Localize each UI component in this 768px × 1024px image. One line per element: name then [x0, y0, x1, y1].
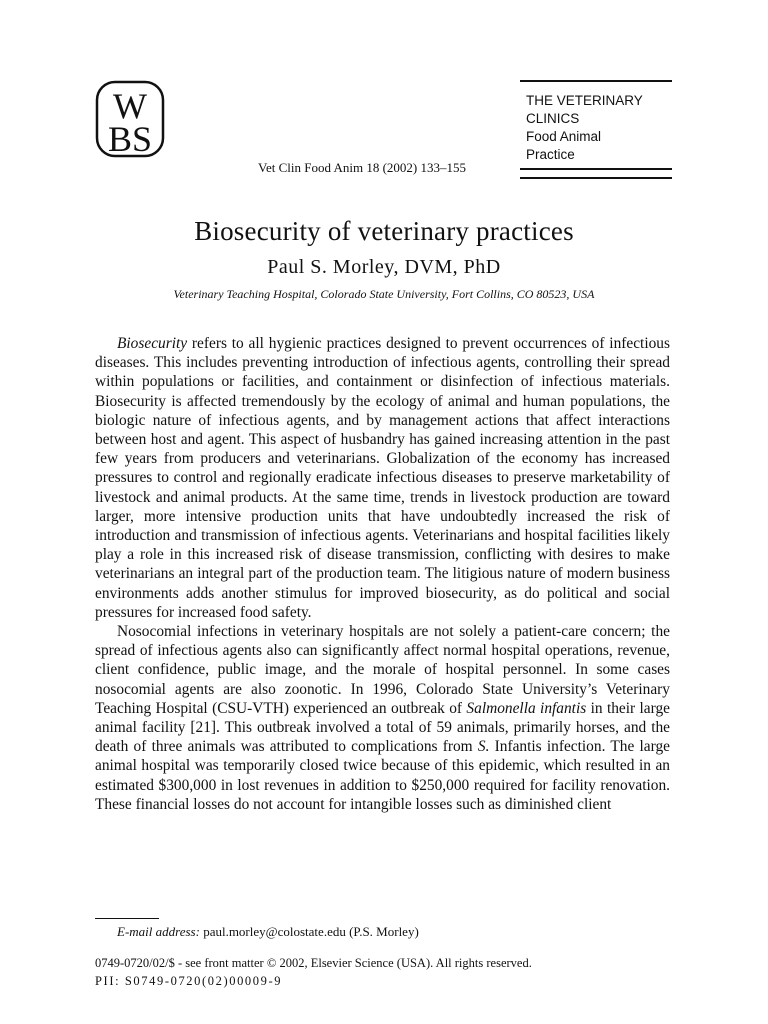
journal-rule-bottom: [520, 168, 672, 179]
journal-name-line-1: THE VETERINARY: [526, 93, 643, 108]
pii-line: PII: S0749-0720(02)00009-9: [95, 974, 283, 988]
body-p2-text-c: Infantis infection. The large animal hospital was temporarily closed twice because of this epidemic, which resulted in an estimated $300,000 in lost revenues in addition to $250,000 required for facility renovation. These financial losses do not account for intangible losses such as diminished client: [95, 738, 670, 813]
author-affiliation: Veterinary Teaching Hospital, Colorado State University, Fort Collins, CO 80523, USA: [173, 287, 595, 301]
publisher-logo: [95, 80, 165, 158]
email-label: E-mail address:: [117, 924, 200, 939]
email-address: paul.morley@colostate.edu (P.S. Morley): [199, 924, 419, 939]
journal-citation: Vet Clin Food Anim 18 (2002) 133–155: [258, 160, 467, 175]
journal-name-line-3: Food Animal: [526, 129, 602, 144]
body-paragraph-2: [95, 622, 670, 814]
copyright-block: [95, 954, 532, 990]
email-footnote: [117, 924, 419, 940]
body-p2-text-b: in their large animal facility [21]. This outbreak involved a total of 59 animals, primarily horses, and the death of three animals was attributed to complications from: [95, 699, 671, 756]
body-p1-term: Biosecurity: [117, 335, 188, 352]
body-p2-genus-abbrev: S.: [477, 738, 490, 756]
wbs-logo-icon: [95, 80, 165, 158]
article-body: [95, 334, 670, 814]
footnote-divider: [95, 918, 159, 919]
journal-name: [520, 82, 672, 164]
svg-text:BS: BS: [107, 119, 153, 158]
copyright-line: 0749-0720/02/$ - see front matter © 2002, Elsevier Science (USA). All rights reserved.: [95, 956, 532, 970]
body-paragraph-1: [95, 334, 670, 622]
article-author: Paul S. Morley, DVM, PhD: [267, 256, 501, 278]
journal-name-line-4: Practice: [526, 147, 575, 162]
article-title: Biosecurity of veterinary practices: [194, 216, 574, 246]
journal-name-line-2: CLINICS: [526, 111, 580, 126]
journal-name-box: [520, 80, 672, 179]
svg-text:W: W: [113, 86, 147, 126]
body-p2-species: Salmonella infantis: [466, 699, 587, 717]
body-p2-text-a: Nosocomial infections in veterinary hospitals are not solely a patient-care concern; the spread of infectious agents also can significantly affect normal hospital operations, revenue, client confidence, public image, and the morale of hospital personnel. In some cases nosocomial agents are also zoonotic. In 1996, Colorado State University’s Veterinary Teaching Hospital (CSU-VTH) experienced an outbreak of: [95, 623, 670, 717]
body-p1-text: refers to all hygienic practices designed to prevent occurrences of infectious diseases. This includes preventing introduction of infectious agents, controlling their spread within populations or facilities, and containment or disinfection of infectious materials. Biosecurity is affected tremendously by the ecology of animal and human populations, the biologic nature of infectious agents, and by management actions that affect interactions between host and agent. This aspect of husbandry has gained increasing attention in the past few years from producers and veterinarians. Globalization of the economy has increased pressures to control and regionally eradicate infectious diseases to preserve marketability of livestock and animal products. At the same time, trends in livestock production are toward larger, more intensive production units that have undoubtedly increased the risk of introduction and transmission of infectious agents. Veterinarians and hospital facilities likely play a role in this increased risk of disease transmission, conflicting with desires to make veterinarians an integral part of the production team. The litigious nature of modern business environments adds another stimulus for improved biosecurity, as do political and social pressures for increased food safety.: [95, 335, 670, 621]
